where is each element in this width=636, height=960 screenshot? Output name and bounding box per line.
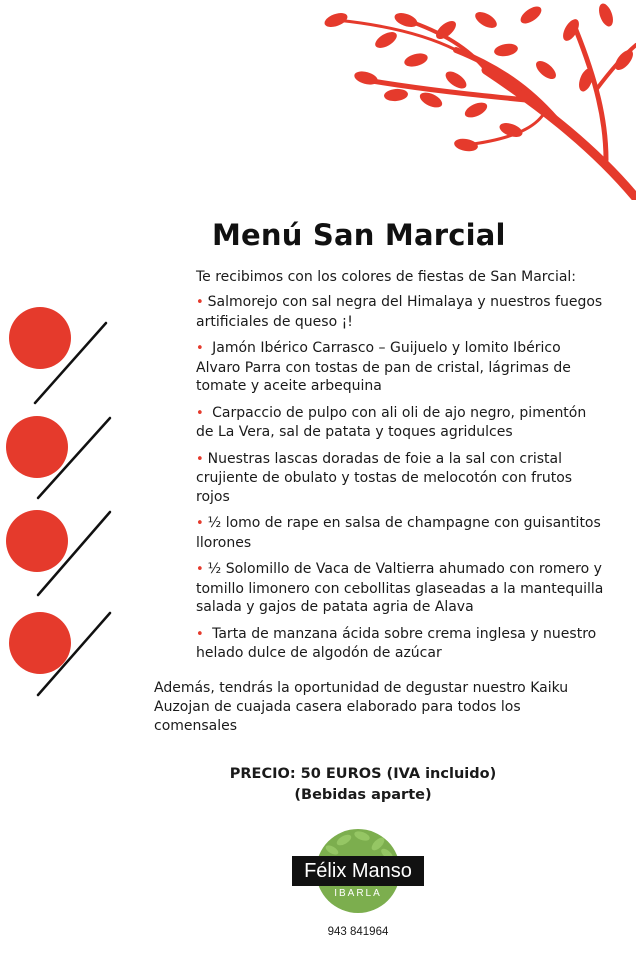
bullet-icon: • <box>196 405 204 421</box>
dish-item: • Tarta de manzana ácida sobre crema inglesa y nuestro helado dulce de algodón de azúcar <box>196 625 597 661</box>
bullet-icon: • <box>196 341 204 356</box>
restaurant-logo <box>292 826 424 916</box>
extra-note: Además, tendrás la oportunidad de degustar nuestro Kaiku Auzojan de cuajada casera elaborado para todos los comensales <box>154 680 569 734</box>
bullet-icon: • <box>196 562 204 577</box>
phone-number: 943 841964 <box>327 926 389 938</box>
decorative-circles <box>0 290 120 710</box>
menu-title: Menú San Marcial <box>212 218 506 252</box>
red-circle <box>9 612 71 674</box>
red-circle <box>9 307 71 369</box>
price-block <box>0 764 636 806</box>
dish-item: • ½ lomo de rape en salsa de champagne con guisantitos llorones <box>196 515 601 551</box>
dish-list <box>196 293 606 671</box>
red-circle <box>6 416 68 478</box>
logo-name: Félix Manso <box>292 856 424 886</box>
red-circle <box>6 510 68 572</box>
dish-item: • ½ Solomillo de Vaca de Valtierra ahumado con romero y tomillo limonero con cebollitas glaseadas a la mantequilla salada y gajos de patata agria de Alava <box>196 561 604 615</box>
dish-item: • Nuestras lascas doradas de foie a la sal con cristal crujiente de obulato y tostas de melocotón con frutos rojos <box>196 450 573 505</box>
bullet-icon: • <box>196 295 204 310</box>
dish-item: • Jamón Ibérico Carrasco – Guijuelo y lomito Ibérico Alvaro Parra con tostas de pan de cristal, lágrimas de tomate y aceite arbequina <box>196 340 571 394</box>
menu-intro: Te recibimos con los colores de fiestas de San Marcial: <box>196 269 577 285</box>
dish-item: • Carpaccio de pulpo con ali oli de ajo negro, pimentón de La Vera, sal de patata y toques agridulces <box>196 404 587 440</box>
drinks-note: (Bebidas aparte) <box>294 787 432 803</box>
dish-item: • Salmorejo con sal negra del Himalaya y nuestros fuegos artificiales de queso ¡! <box>196 294 603 330</box>
price-text: PRECIO: 50 EUROS (IVA incluido) <box>229 766 497 782</box>
tree-illustration <box>306 0 636 200</box>
bullet-icon: • <box>196 451 204 467</box>
logo-subtitle: IBARLA <box>334 888 382 899</box>
bullet-icon: • <box>196 516 204 531</box>
bullet-icon: • <box>196 626 204 642</box>
